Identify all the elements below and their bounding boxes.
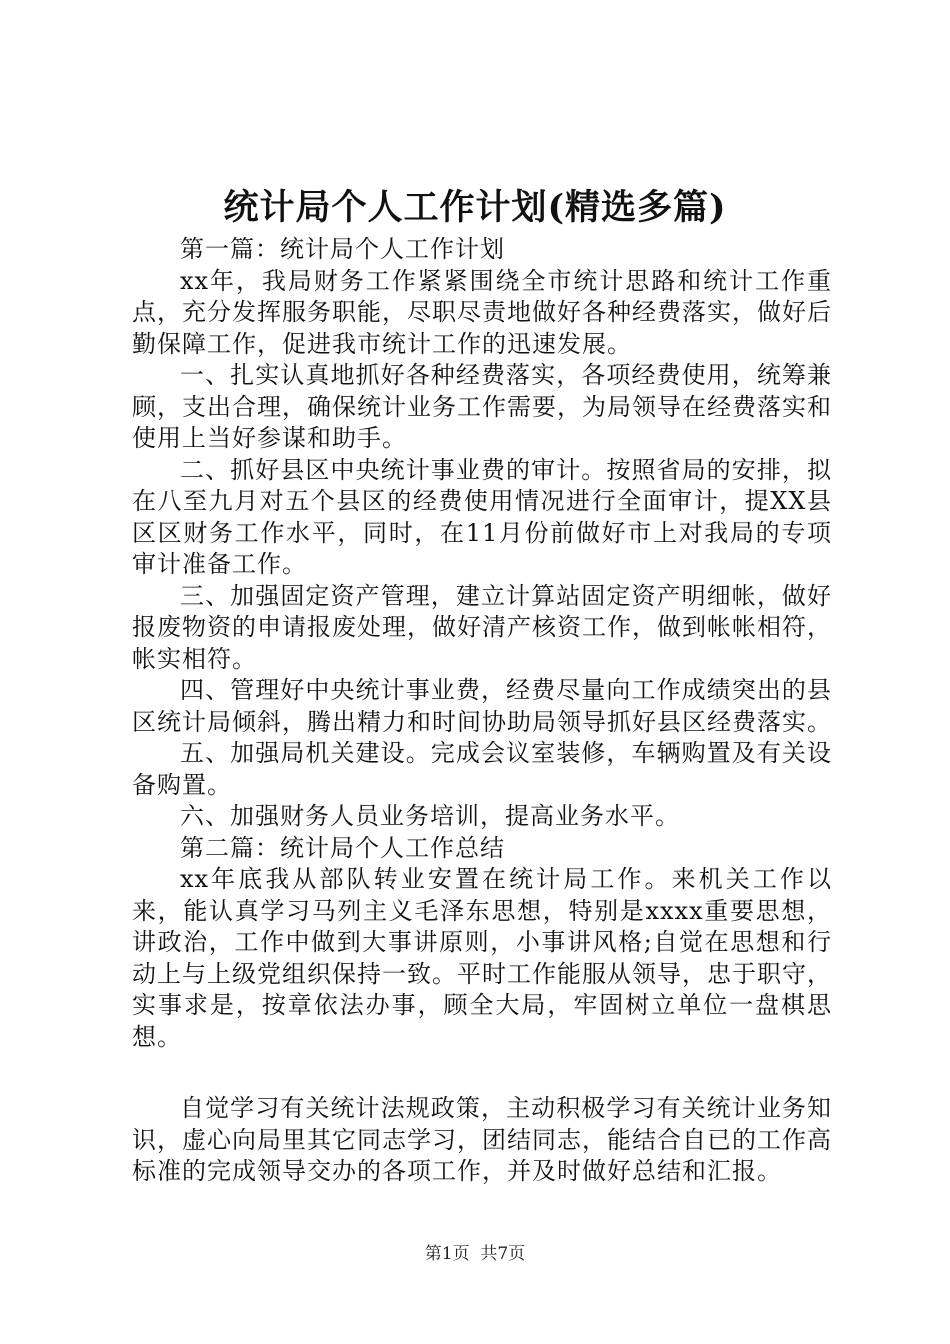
- page-number: 第1页: [424, 1244, 470, 1264]
- paragraph: 六、加强财务人员业务培训，提高业务水平。: [180, 802, 680, 830]
- page-total: 共7页: [480, 1244, 526, 1264]
- paragraph: xx年底我从部队转业安置在统计局工作。来机关工作以来，能认真学习马列主义毛泽东思想，特别是xxxx重要思想，讲政治，工作中做到大事讲原则，小事讲风格;自觉在思想和行动上与上级党组织保持一致。平时工作能服从领导，忠于职守，实事求是，按章依法办事，顾全大局，牢固树立单位一盘棋思想。: [132, 865, 832, 1051]
- section-heading-2: 第二篇：统计局个人工作总结: [180, 833, 505, 862]
- paragraph: 一、扎实认真地抓好各种经费落实，各项经费使用，统筹兼顾，支出合理，确保统计业务工作需要，为局领导在经费落实和使用上当好参谋和助手。: [132, 361, 832, 452]
- document-body: [132, 234, 832, 1188]
- page-footer: [0, 1243, 950, 1265]
- section-heading-1: 第一篇：统计局个人工作计划: [180, 235, 505, 263]
- paragraph: 自觉学习有关统计法规政策，主动积极学习有关统计业务知识，虚心向局里其它同志学习，团结同志，能结合自已的工作高标准的完成领导交办的各项工作，并及时做好总结和汇报。: [132, 1094, 832, 1185]
- paragraph: 三、加强固定资产管理，建立计算站固定资产明细帐，做好报废物资的申请报废处理，做好清产核资工作，做到帐帐相符，帐实相符。: [132, 581, 832, 673]
- paragraph: 四、管理好中央统计事业费，经费尽量向工作成绩突出的县区统计局倾斜，腾出精力和时间协助局领导抓好县区经费落实。: [132, 676, 832, 736]
- paragraph: 五、加强局机关建设。完成会议室装修，车辆购置及有关设备购置。: [132, 739, 832, 799]
- document-title: 统计局个人工作计划(精选多篇): [223, 187, 727, 228]
- paragraph: 二、抓好县区中央统计事业费的审计。按照省局的安排，拟在八至九月对五个县区的经费使用情况进行全面审计，提XX县区区财务工作水平，同时，在11月份前做好市上对我局的专项审计准备工作。: [132, 455, 832, 578]
- paragraph: xx年，我局财务工作紧紧围绕全市统计思路和统计工作重点，充分发挥服务职能，尽职尽责地做好各种经费落实，做好后勤保障工作，促进我市统计工作的迅速发展。: [132, 266, 832, 358]
